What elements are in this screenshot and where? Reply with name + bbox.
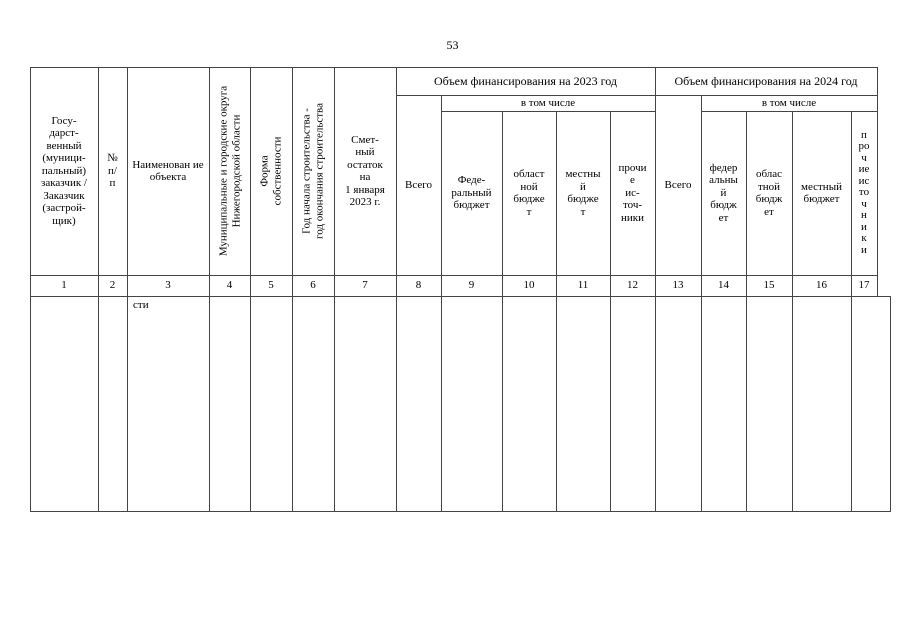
header-2024-local: местный бюджет (801, 180, 842, 205)
header-financing-2023: Объем финансирования на 2023 год (433, 73, 618, 88)
column-number: 10 (523, 279, 535, 292)
header-2023-including: в том числе (520, 96, 576, 109)
column-number: 8 (415, 279, 422, 292)
header-row-number: № п/ п (107, 152, 118, 190)
header-2023-local: местны й бюдже т (565, 168, 601, 218)
object-name-fragment: сти (133, 299, 149, 311)
header-customer: Госу- дарст- венный (муници- пальный) заказчик / Заказчик (застрой- щик) (41, 114, 87, 227)
column-number: 2 (109, 279, 116, 292)
column-number: 6 (310, 279, 316, 292)
header-construction-years: Год начала строительства - год окончания строительства (300, 103, 325, 239)
column-number: 4 (226, 279, 233, 292)
column-number: 11 (577, 279, 589, 292)
column-number: 5 (268, 279, 274, 292)
header-municipality: Муниципальные и городские округа Нижегородской области (217, 85, 242, 257)
column-number: 15 (763, 279, 775, 292)
column-number: 7 (362, 279, 368, 292)
header-2023-other: прочи е ис- точ- ники (618, 161, 647, 224)
header-ownership: Форма собственности (258, 136, 283, 206)
header-estimate-balance: Смет- ный остаток на 1 января 2023 г. (345, 133, 385, 208)
header-2023-regional: област ной бюдже т (513, 168, 545, 218)
header-2023-federal: Феде- ральный бюджет (451, 174, 492, 212)
header-2024-regional: облас тной бюдж ет (755, 168, 783, 218)
column-number: 17 (858, 279, 870, 292)
header-2023-total: Всего (405, 178, 432, 191)
page-number: 53 (446, 38, 459, 52)
header-2024-federal: федер альны й бюдж ет (709, 161, 738, 224)
column-number: 3 (165, 279, 171, 292)
column-number: 16 (816, 279, 827, 292)
header-2024-total: Всего (664, 178, 692, 191)
column-number: 9 (468, 279, 475, 292)
header-2024-including: в том числе (761, 96, 817, 109)
header-2024-other: п ро ч ие ис то ч н и к и (858, 128, 870, 256)
header-object-name: Наименован ие объекта (132, 158, 204, 183)
column-number: 14 (718, 279, 729, 292)
column-number: 13 (672, 279, 684, 292)
column-number: 1 (61, 279, 67, 292)
header-financing-2024: Объем финансирования на 2024 год (674, 73, 858, 88)
column-number: 12 (627, 279, 638, 292)
